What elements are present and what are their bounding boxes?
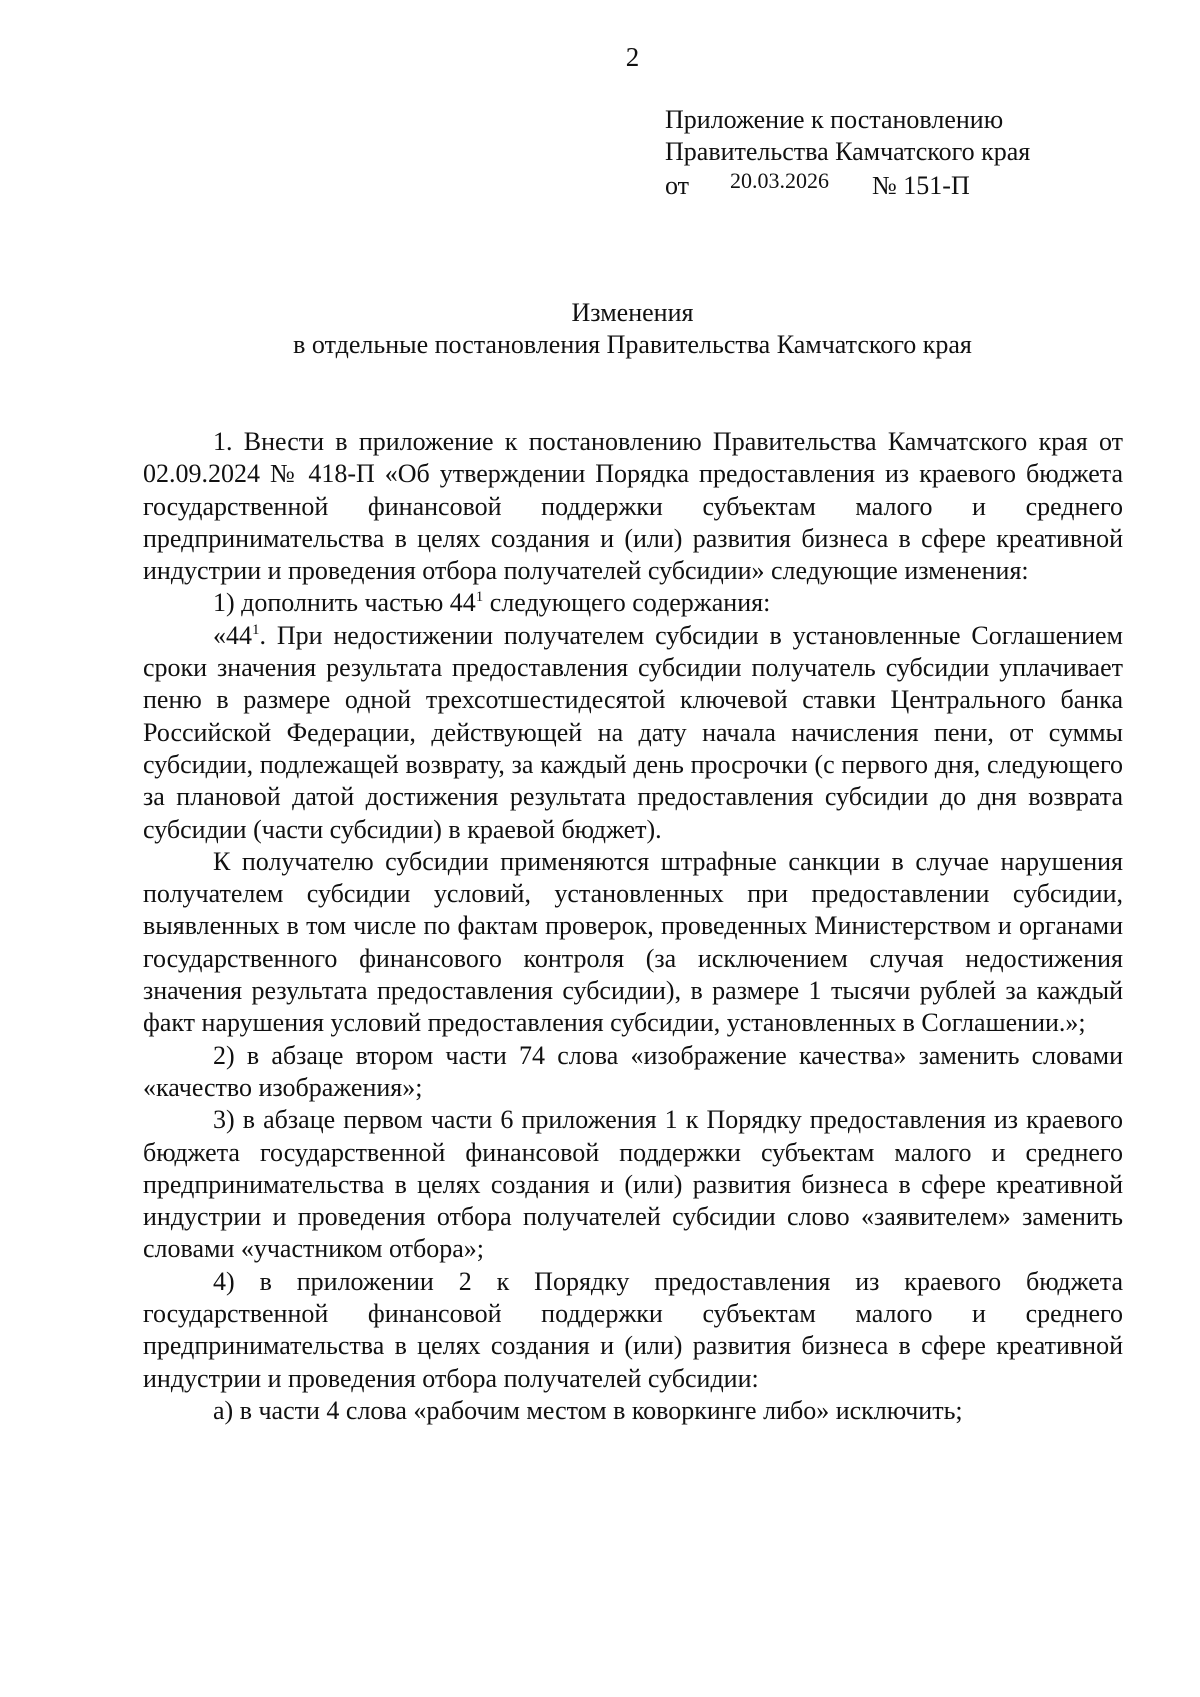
paragraph-2-text-b: следующего содержания: [483, 588, 771, 618]
paragraph-2-text-a: 1) дополнить частью 44 [213, 588, 476, 618]
paragraph-4: К получателю субсидии применяются штрафные санкции в случае нарушения получателем субсидии условий, установленных при предоставлении субсидии, выявленных в том числе по фактам проверок, проведенных Министерством и органами государственного финансового контроля (за исключением случая недостижения значения результата предоставления субсидии), в размере 1 тысячи рублей за каждый факт нарушения условий предоставления субсидии, установленных в Соглашении.»; [143, 846, 1123, 1038]
paragraph-2 [143, 587, 1123, 619]
document-title [140, 297, 1125, 361]
paragraph-3-text-a: «44 [213, 620, 252, 650]
paragraph-3 [143, 620, 1123, 846]
title-line-2: в отдельные постановления Правительства Камчатского края [293, 330, 972, 359]
paragraph-7: 4) в приложении 2 к Порядку предоставления из краевого бюджета государственной финансовой поддержки субъектам малого и среднего предпринимательства в целях создания и (или) развития бизнеса в сфере креативной индустрии и проведения отбора получателей субсидии: [143, 1266, 1123, 1393]
paragraph-5: 2) в абзаце втором части 74 слова «изображение качества» заменить словами «качество изображения»; [143, 1040, 1123, 1102]
resolution-number: № 151-П [872, 171, 970, 200]
appendix-line-2: Правительства Камчатского края [665, 137, 1031, 166]
appendix-date-row [665, 168, 1185, 200]
paragraph-2-superscript: 1 [475, 589, 484, 606]
paragraph-3-text-b: . При недостижении получателем субсидии в установленные Соглашением сроки значения результата предоставления субсидии получатель субсидии уплачивает пеню в размере одной трехсотшестидесятой ключевой ставки Центрального банка Российской Федерации, действующей на дату начала начисления пени, от суммы субсидии, подлежащей возврату, за каждый день просрочки (с первого дня, следующего за плановой датой достижения результата предоставления субсидии до дня возврата субсидии (части субсидии) в краевой бюджет). [143, 620, 1123, 844]
paragraph-6: 3) в абзаце первом части 6 приложения 1 к Порядку предоставления из краевого бюджета государственной финансовой поддержки субъектам малого и среднего предпринимательства в целях создания и (или) развития бизнеса в сфере креативной индустрии и проведения отбора получателей субсидии слово «заявителем» заменить словами «участником отбора»; [143, 1105, 1123, 1264]
title-line-1: Изменения [571, 298, 694, 327]
page-number: 2 [625, 42, 640, 72]
paragraph-1: 1. Внести в приложение к постановлению Правительства Камчатского края от 02.09.2024 № 418-П «Об утверждении Порядка предоставления из краевого бюджета государственной финансовой поддержки субъектам малого и среднего предпринимательства в целях создания и (или) развития бизнеса в сфере креативной индустрии и проведения отбора получателей субсидии» следующие изменения: [143, 427, 1123, 586]
appendix-line-1: Приложение к постановлению [665, 105, 1004, 134]
paragraph-3-superscript: 1 [252, 621, 260, 638]
resolution-date: 20.03.2026 [730, 168, 829, 193]
appendix-header [665, 104, 1185, 200]
paragraph-8: а) в части 4 слова «рабочим местом в коворкинге либо» исключить; [213, 1395, 963, 1425]
from-label: от [665, 171, 690, 200]
document-body [143, 426, 1123, 1427]
